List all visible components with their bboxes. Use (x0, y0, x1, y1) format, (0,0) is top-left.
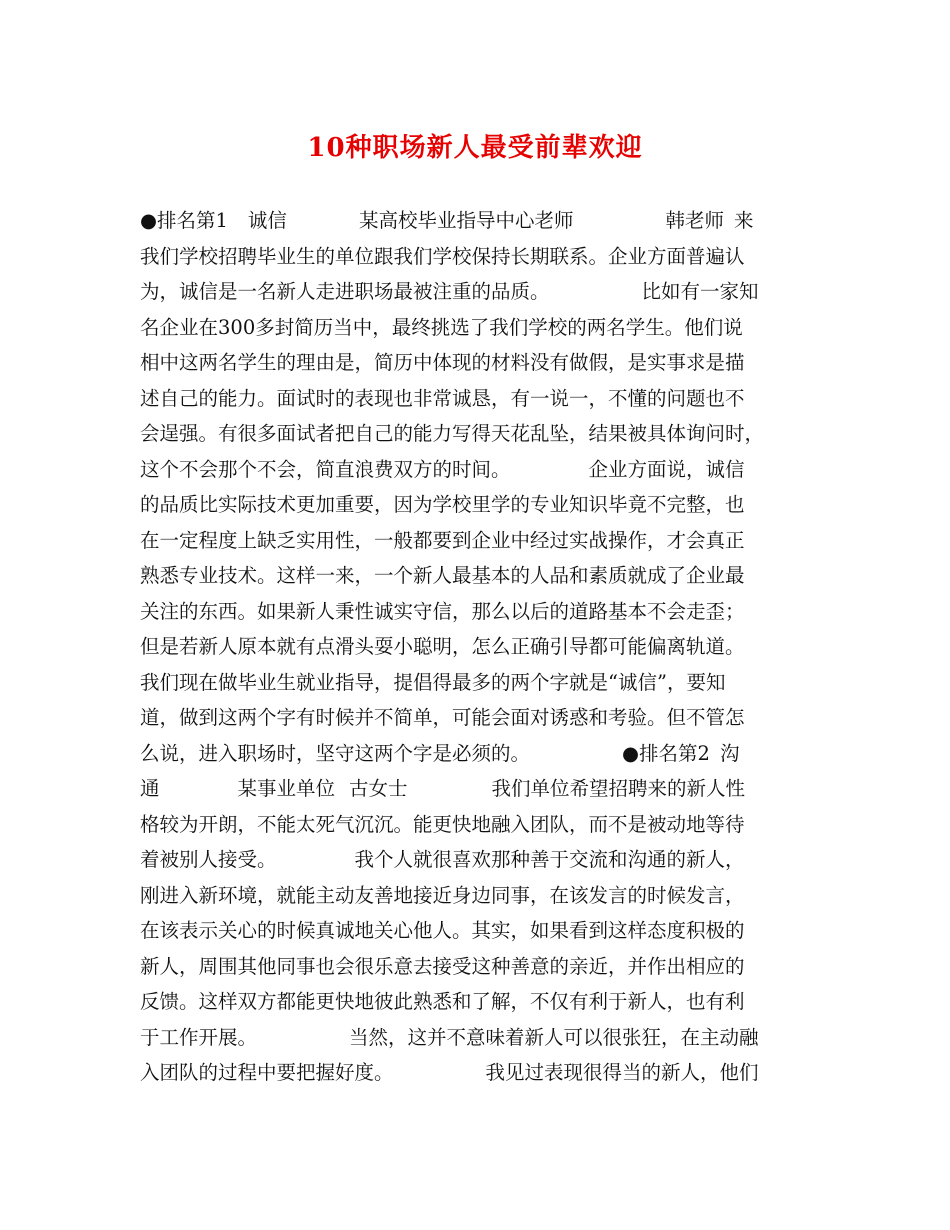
body-line: 么说，进入职场时，坚守这两个字是必须的。 ●排名第2 沟 (140, 741, 740, 765)
body-line: 着被别人接受。 我个人就很喜欢那种善于交流和沟通的新人， (140, 848, 745, 871)
body-line: 刚进入新环境，就能主动友善地接近身边同事，在该发言的时候发言， (140, 883, 745, 907)
body-line: 新人，周围其他同事也会很乐意去接受这种善意的亲近，并作出相应的 (140, 954, 745, 978)
body-line: 关注的东西。如果新人秉性诚实守信，那么以后的道路基本不会走歪； (140, 599, 745, 623)
body-line: 的品质比实际技术更加重要，因为学校里学的专业知识毕竟不完整，也 (140, 493, 745, 516)
body-line: 在一定程度上缺乏实用性，一般都要到企业中经过实战操作，才会真正 (140, 528, 745, 552)
body-line: 为，诚信是一名新人走进职场最被注重的品质。 比如有一家知 (140, 280, 759, 303)
body-line: 但是若新人原本就有点滑头耍小聪明，怎么正确引导都可能偏离轨道。 (140, 635, 745, 658)
body-line: ●排名第1 诚信 某高校毕业指导中心老师 韩老师 来 (140, 209, 754, 232)
body-line: 这个不会那个不会，简直浪费双方的时间。 企业方面说，诚信 (140, 457, 745, 481)
body-line: 通 某事业单位 古女士 我们单位希望招聘来的新人性 (140, 777, 746, 800)
body-line: 我们学校招聘毕业生的单位跟我们学校保持长期联系。企业方面普遍认 (140, 244, 745, 268)
body-line: 在该表示关心的时候真诚地关心他人。其实，如果看到这样态度积极的 (140, 919, 745, 942)
body-line: 于工作开展。 当然，这并不意味着新人可以很张狂，在主动融 (140, 1025, 759, 1049)
body-line: 熟悉专业技术。这样一来，一个新人最基本的人品和素质就成了企业最 (140, 564, 745, 587)
body-line: 格较为开朗，不能太死气沉沉。能更快地融入团队，而不是被动地等待 (140, 812, 745, 836)
body-line: 名企业在300多封简历当中，最终挑选了我们学校的两名学生。他们说 (140, 315, 743, 339)
body-line: 相中这两名学生的理由是，简历中体现的材料没有做假，是实事求是描 (140, 351, 745, 374)
body-line: 入团队的过程中要把握好度。 我见过表现很得当的新人，他们 (140, 1061, 759, 1084)
document-title: 10种职场新人最受前辈欢迎 (307, 133, 643, 163)
body-line: 我们现在做毕业生就业指导，提倡得最多的两个字就是“诚信”，要知 (140, 670, 726, 694)
body-line: 述自己的能力。面试时的表现也非常诚恳，有一说一，不懂的问题也不 (140, 386, 745, 410)
body-line: 反馈。这样双方都能更快地彼此熟悉和了解，不仅有利于新人，也有利 (140, 990, 745, 1013)
document-body (140, 203, 820, 1091)
body-line: 道，做到这两个字有时候并不简单，可能会面对诱惑和考验。但不管怎 (140, 706, 745, 729)
body-line: 会逞强。有很多面试者把自己的能力写得天花乱坠，结果被具体询问时， (140, 422, 765, 445)
